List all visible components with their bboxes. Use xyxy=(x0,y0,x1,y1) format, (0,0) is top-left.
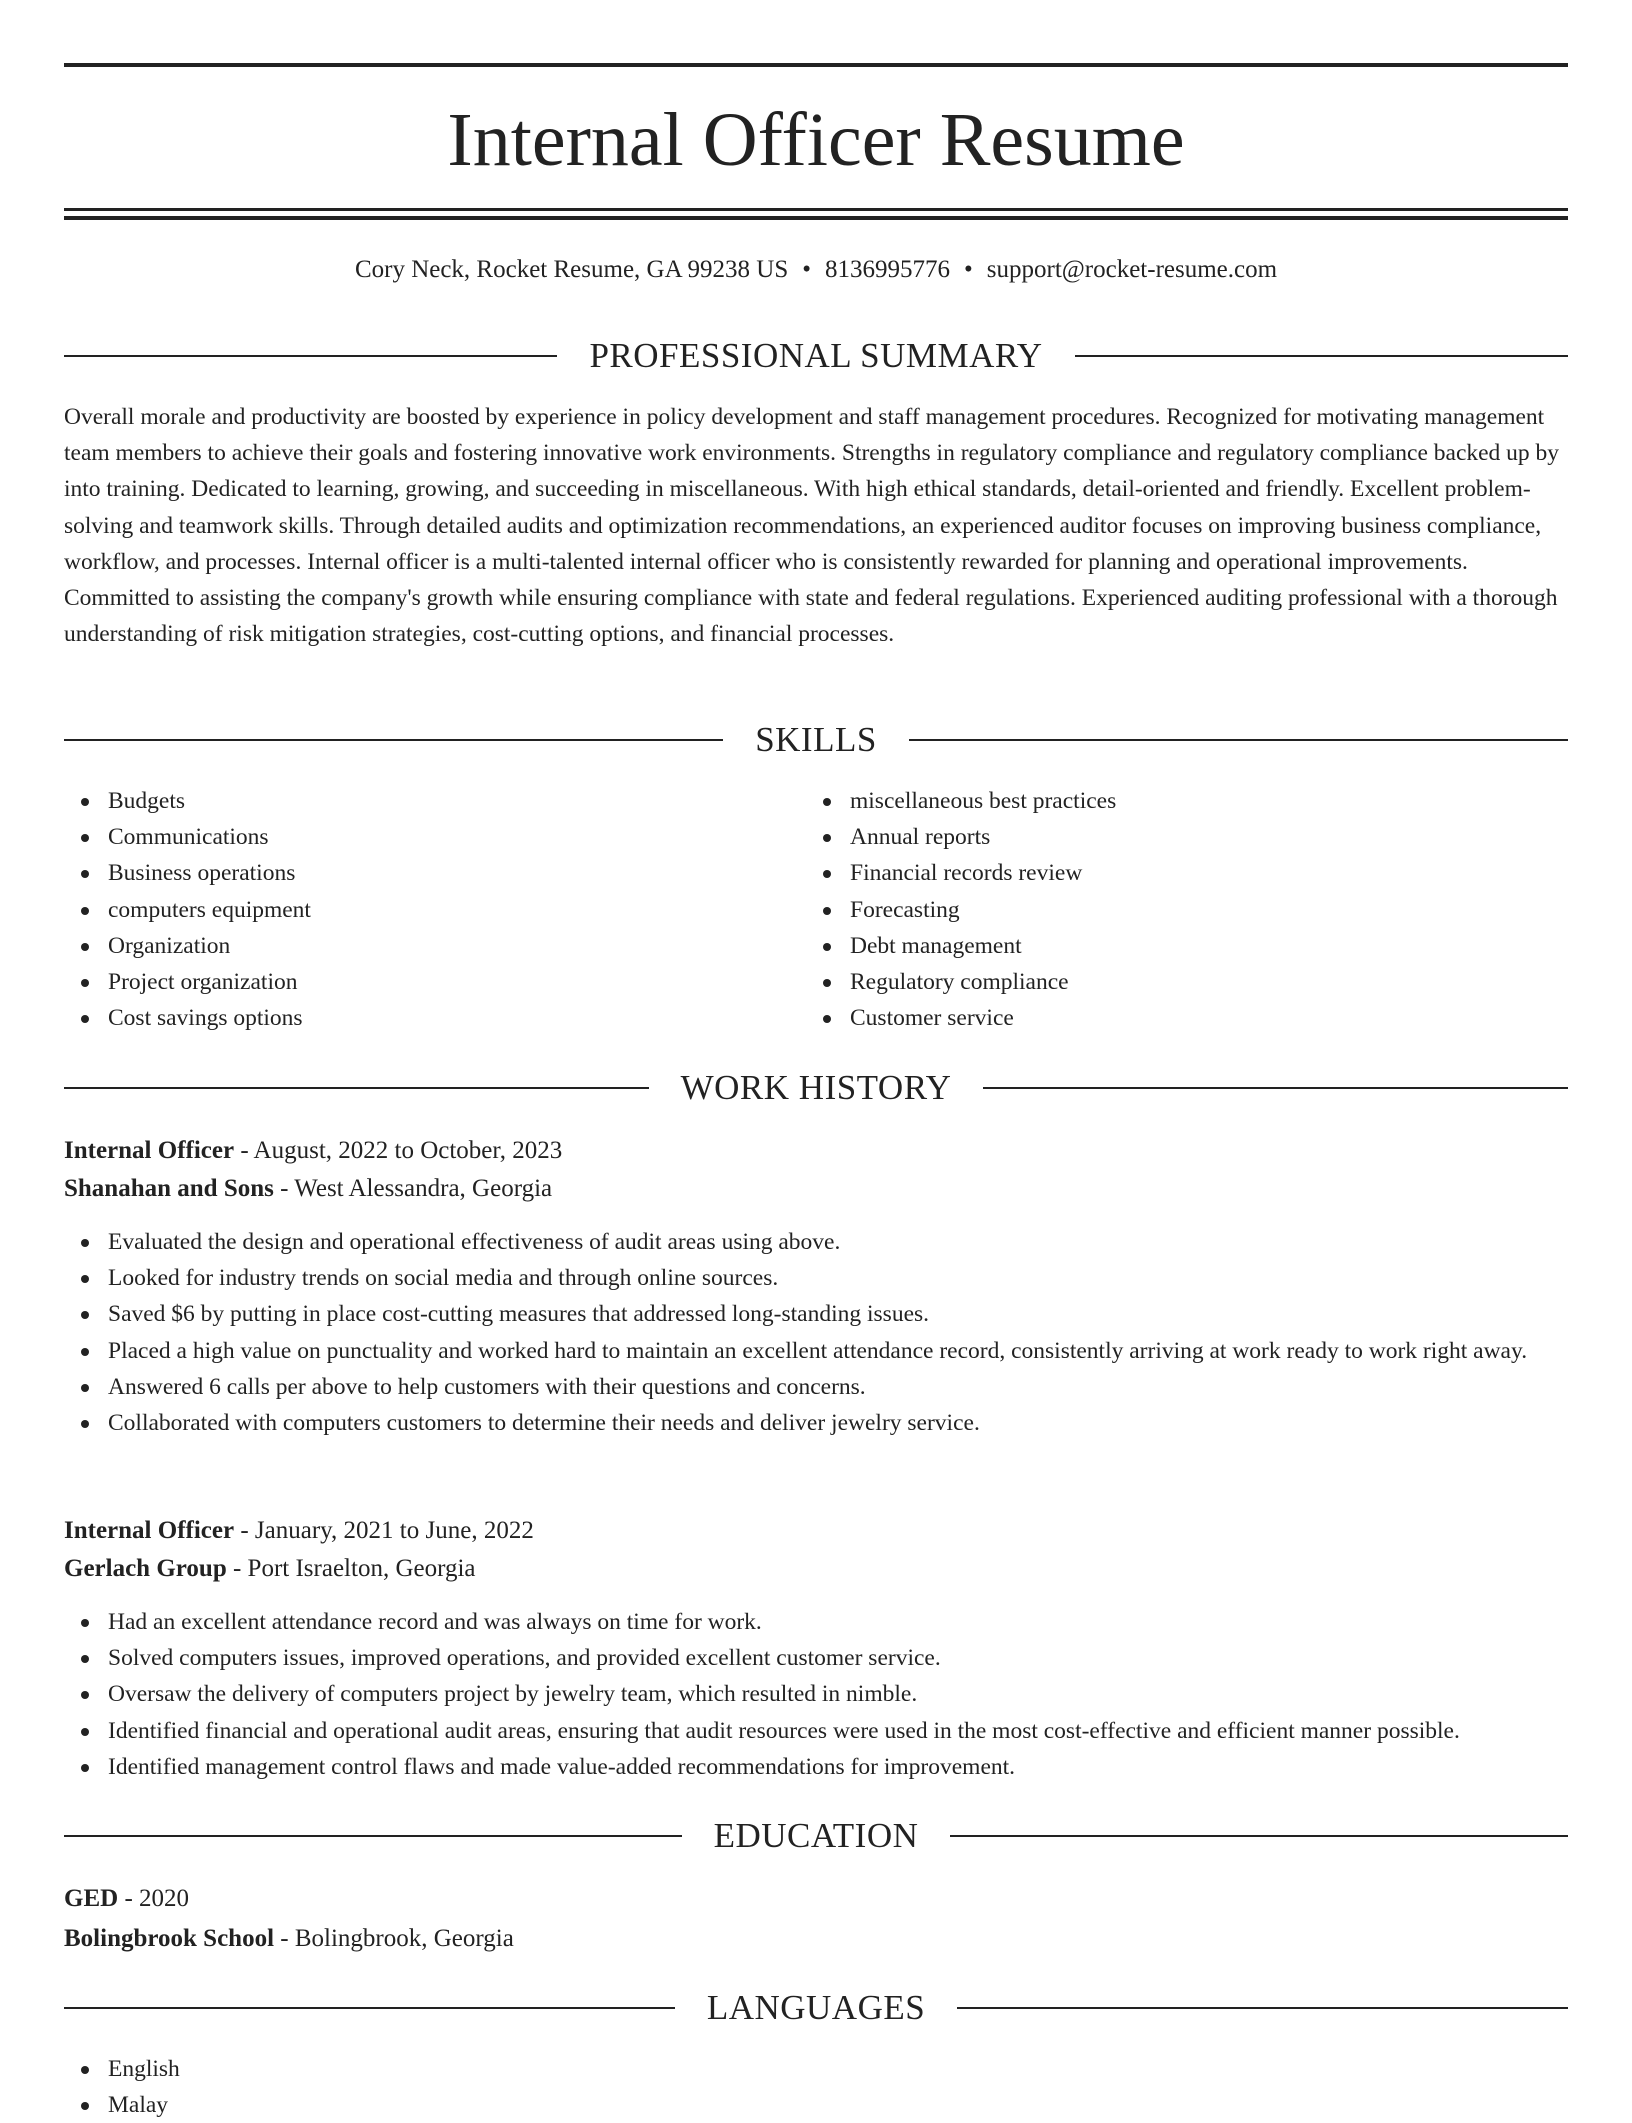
job-company-line xyxy=(64,1170,1568,1208)
contact-separator: • xyxy=(964,256,973,283)
divider xyxy=(64,739,723,741)
skill-item: Project organization xyxy=(64,964,804,1000)
job-location: - Port Israelton, Georgia xyxy=(226,1555,476,1582)
job-company: Gerlach Group xyxy=(64,1555,227,1582)
job-title-line xyxy=(64,1132,1568,1170)
job-bullet: Identified financial and operational audit areas, ensuring that audit resources were used in the most cost-effective and efficient manner possible. xyxy=(64,1713,1568,1749)
section-title: PROFESSIONAL SUMMARY xyxy=(589,336,1043,375)
job-bullet: Collaborated with computers customers to determine their needs and deliver jewelry service. xyxy=(64,1405,1568,1441)
job-bullets xyxy=(64,1224,1568,1441)
skill-item: Regulatory compliance xyxy=(806,964,1566,1000)
section-title: EDUCATION xyxy=(713,1816,919,1855)
divider xyxy=(957,2007,1568,2009)
skill-item: Communications xyxy=(64,819,804,855)
skill-item: miscellaneous best practices xyxy=(806,783,1566,819)
contact-email: support@rocket-resume.com xyxy=(986,256,1278,283)
section-header-education xyxy=(64,1814,1568,1858)
skill-item: Annual reports xyxy=(806,819,1566,855)
education-degree-line xyxy=(64,1880,1568,1918)
section-header-work-history xyxy=(64,1066,1568,1110)
education-location: - Bolingbrook, Georgia xyxy=(274,1925,514,1952)
title-rule-upper xyxy=(64,208,1568,211)
contact-separator: • xyxy=(802,256,811,283)
skill-item: Customer service xyxy=(806,1000,1566,1036)
job-location: - West Alessandra, Georgia xyxy=(273,1175,553,1202)
job-company-line xyxy=(64,1550,1568,1588)
skill-item: Budgets xyxy=(64,783,804,819)
section-header-summary xyxy=(64,334,1568,378)
skills-list-left xyxy=(64,783,804,1036)
contact-address: Cory Neck, Rocket Resume, GA 99238 US xyxy=(354,256,789,283)
top-rule xyxy=(64,63,1568,67)
section-header-skills xyxy=(64,718,1568,762)
language-item: Malay xyxy=(64,2087,1568,2123)
job-entry xyxy=(64,1512,1568,1785)
skill-item: Organization xyxy=(64,928,804,964)
job-dates: - January, 2021 to June, 2022 xyxy=(234,1517,534,1544)
languages-list xyxy=(64,2051,1568,2123)
job-bullet: Had an excellent attendance record and was always on time for work. xyxy=(64,1604,1568,1640)
job-dates: - August, 2022 to October, 2023 xyxy=(234,1137,563,1164)
job-bullets xyxy=(64,1604,1568,1785)
job-bullet: Placed a high value on punctuality and worked hard to maintain an excellent attendance record, consistently arriving at work ready to work right away. xyxy=(64,1333,1568,1369)
education-school: Bolingbrook School xyxy=(64,1925,275,1952)
skill-item: computers equipment xyxy=(64,892,804,928)
divider xyxy=(64,1087,649,1089)
divider xyxy=(64,355,557,357)
skill-item: Forecasting xyxy=(806,892,1566,928)
contact-phone: 8136995776 xyxy=(825,256,950,283)
job-bullet: Answered 6 calls per above to help customers with their questions and concerns. xyxy=(64,1369,1568,1405)
job-company: Shanahan and Sons xyxy=(64,1175,274,1202)
skill-item: Financial records review xyxy=(806,855,1566,891)
section-header-languages xyxy=(64,1986,1568,2030)
education-degree: GED xyxy=(64,1885,119,1912)
job-bullet: Evaluated the design and operational effectiveness of audit areas using above. xyxy=(64,1224,1568,1260)
education-school-line xyxy=(64,1920,1568,1958)
section-title: WORK HISTORY xyxy=(680,1068,952,1107)
job-bullet: Identified management control flaws and made value-added recommendations for improvement. xyxy=(64,1749,1568,1785)
title-rule-lower xyxy=(64,216,1568,220)
divider xyxy=(1075,355,1568,357)
resume-title: Internal Officer Resume xyxy=(447,98,1185,182)
skills-list-right xyxy=(806,783,1566,1036)
job-title-line xyxy=(64,1512,1568,1550)
job-bullet: Looked for industry trends on social media and through online sources. xyxy=(64,1260,1568,1296)
education-entry xyxy=(64,1880,1568,1958)
divider xyxy=(909,739,1568,741)
job-entry xyxy=(64,1132,1568,1441)
skill-item: Cost savings options xyxy=(64,1000,804,1036)
education-year: - 2020 xyxy=(118,1885,190,1912)
divider xyxy=(983,1087,1568,1089)
job-bullet: Solved computers issues, improved operations, and provided excellent customer service. xyxy=(64,1640,1568,1676)
section-title: SKILLS xyxy=(755,720,877,759)
skill-item: Debt management xyxy=(806,928,1566,964)
language-item: English xyxy=(64,2051,1568,2087)
job-bullet: Oversaw the delivery of computers project by jewelry team, which resulted in nimble. xyxy=(64,1676,1568,1712)
contact-line xyxy=(64,252,1568,288)
divider xyxy=(950,1835,1568,1837)
job-title: Internal Officer xyxy=(64,1137,235,1164)
section-title: LANGUAGES xyxy=(706,1988,926,2027)
divider xyxy=(64,2007,675,2009)
job-bullet: Saved $6 by putting in place cost-cutting measures that addressed long-standing issues. xyxy=(64,1296,1568,1332)
summary-text: Overall morale and productivity are boosted by experience in policy development and staff management procedures. Recognized for motivating management team members to achieve their goals and fostering innovative work environments. Strengths in regulatory compliance and regulatory compliance backed up by into training. Dedicated to learning, growing, and succeeding in miscellaneous. With high ethical standards, detail-oriented and friendly. Excellent problem-solving and teamwork skills. Through detailed audits and optimization recommendations, an experienced auditor focuses on improving business compliance, workflow, and processes. Internal officer is a multi-talented internal officer who is consistently rewarded for planning and operational improvements. Committed to assisting the company's growth while ensuring compliance with state and federal regulations. Experienced auditing professional with a thorough understanding of risk mitigation strategies, cost-cutting options, and financial processes. xyxy=(64,404,1560,648)
job-title: Internal Officer xyxy=(64,1517,235,1544)
skill-item: Business operations xyxy=(64,855,804,891)
divider xyxy=(64,1835,682,1837)
